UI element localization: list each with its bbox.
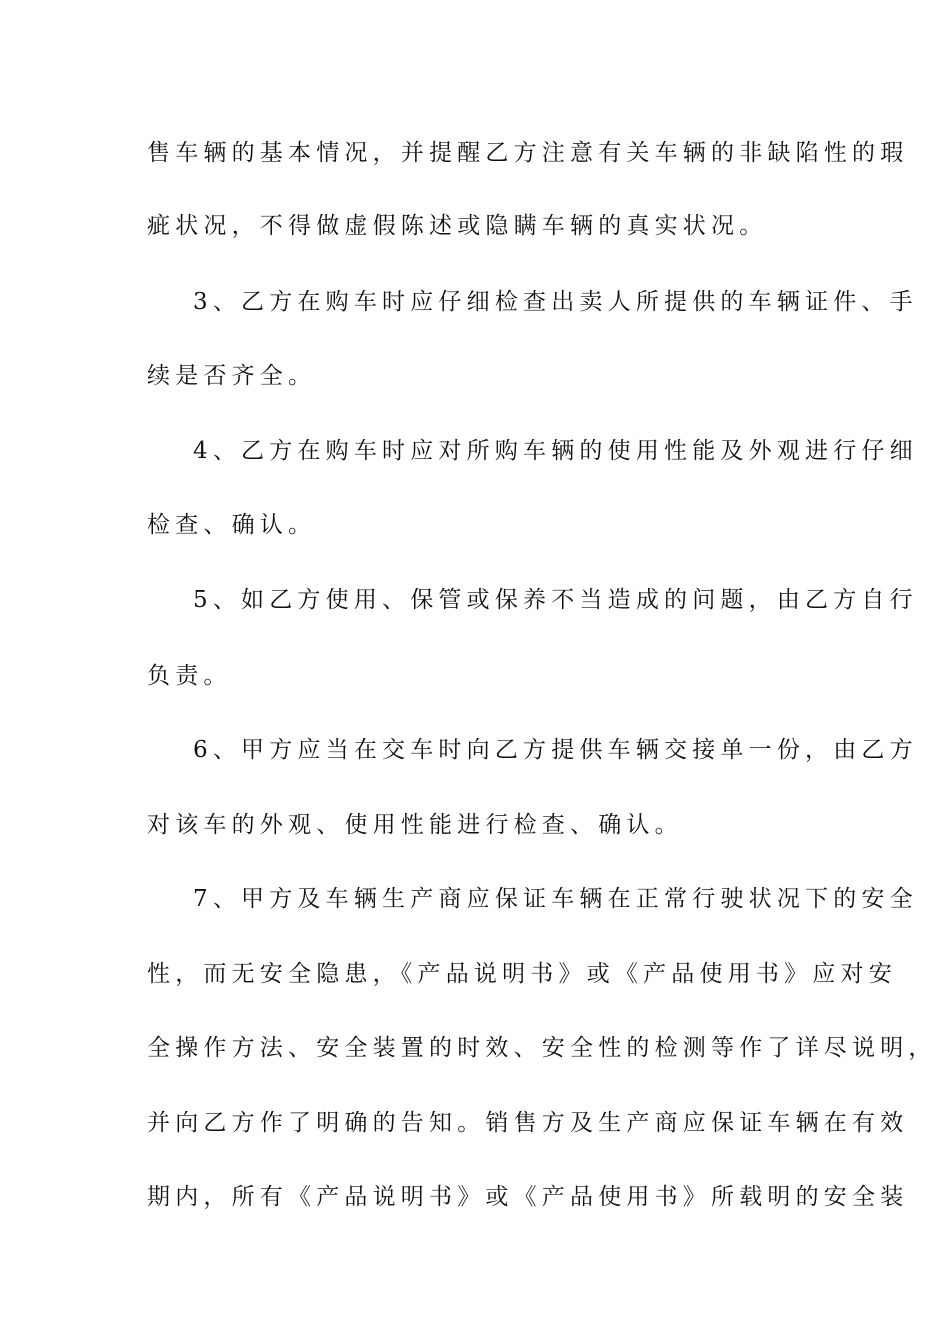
text-line: 疵状况，不得做虚假陈述或隐瞒车辆的真实状况。 — [147, 213, 768, 239]
text-line: 性，而无安全隐患，《产品说明书》或《产品使用书》应对安 — [147, 961, 897, 987]
text-line: 4、乙方在购车时应对所购车辆的使用性能及外观进行仔细 — [193, 438, 918, 464]
text-line: 3、乙方在购车时应仔细检查出卖人所提供的车辆证件、手 — [193, 289, 918, 315]
text-line: 售车辆的基本情况，并提醒乙方注意有关车辆的非缺陷性的瑕 — [147, 140, 909, 166]
text-line: 续是否齐全。 — [147, 363, 317, 389]
text-line: 负责。 — [147, 663, 232, 689]
text-line: 全操作方法、安全装置的时效、安全性的检测等作了详尽说明， — [147, 1035, 937, 1061]
text-line: 检查、确认。 — [147, 512, 317, 538]
text-line: 7、甲方及车辆生产商应保证车辆在正常行驶状况下的安全 — [193, 886, 918, 912]
text-line: 6、甲方应当在交车时向乙方提供车辆交接单一份，由乙方 — [193, 737, 918, 763]
text-line: 5、如乙方使用、保管或保养不当造成的问题，由乙方自行 — [193, 587, 918, 613]
text-line: 对该车的外观、使用性能进行检查、确认。 — [147, 812, 683, 838]
text-line: 并向乙方作了明确的告知。销售方及生产商应保证车辆在有效 — [147, 1110, 909, 1136]
text-line: 期内，所有《产品说明书》或《产品使用书》所载明的安全装 — [147, 1184, 909, 1210]
